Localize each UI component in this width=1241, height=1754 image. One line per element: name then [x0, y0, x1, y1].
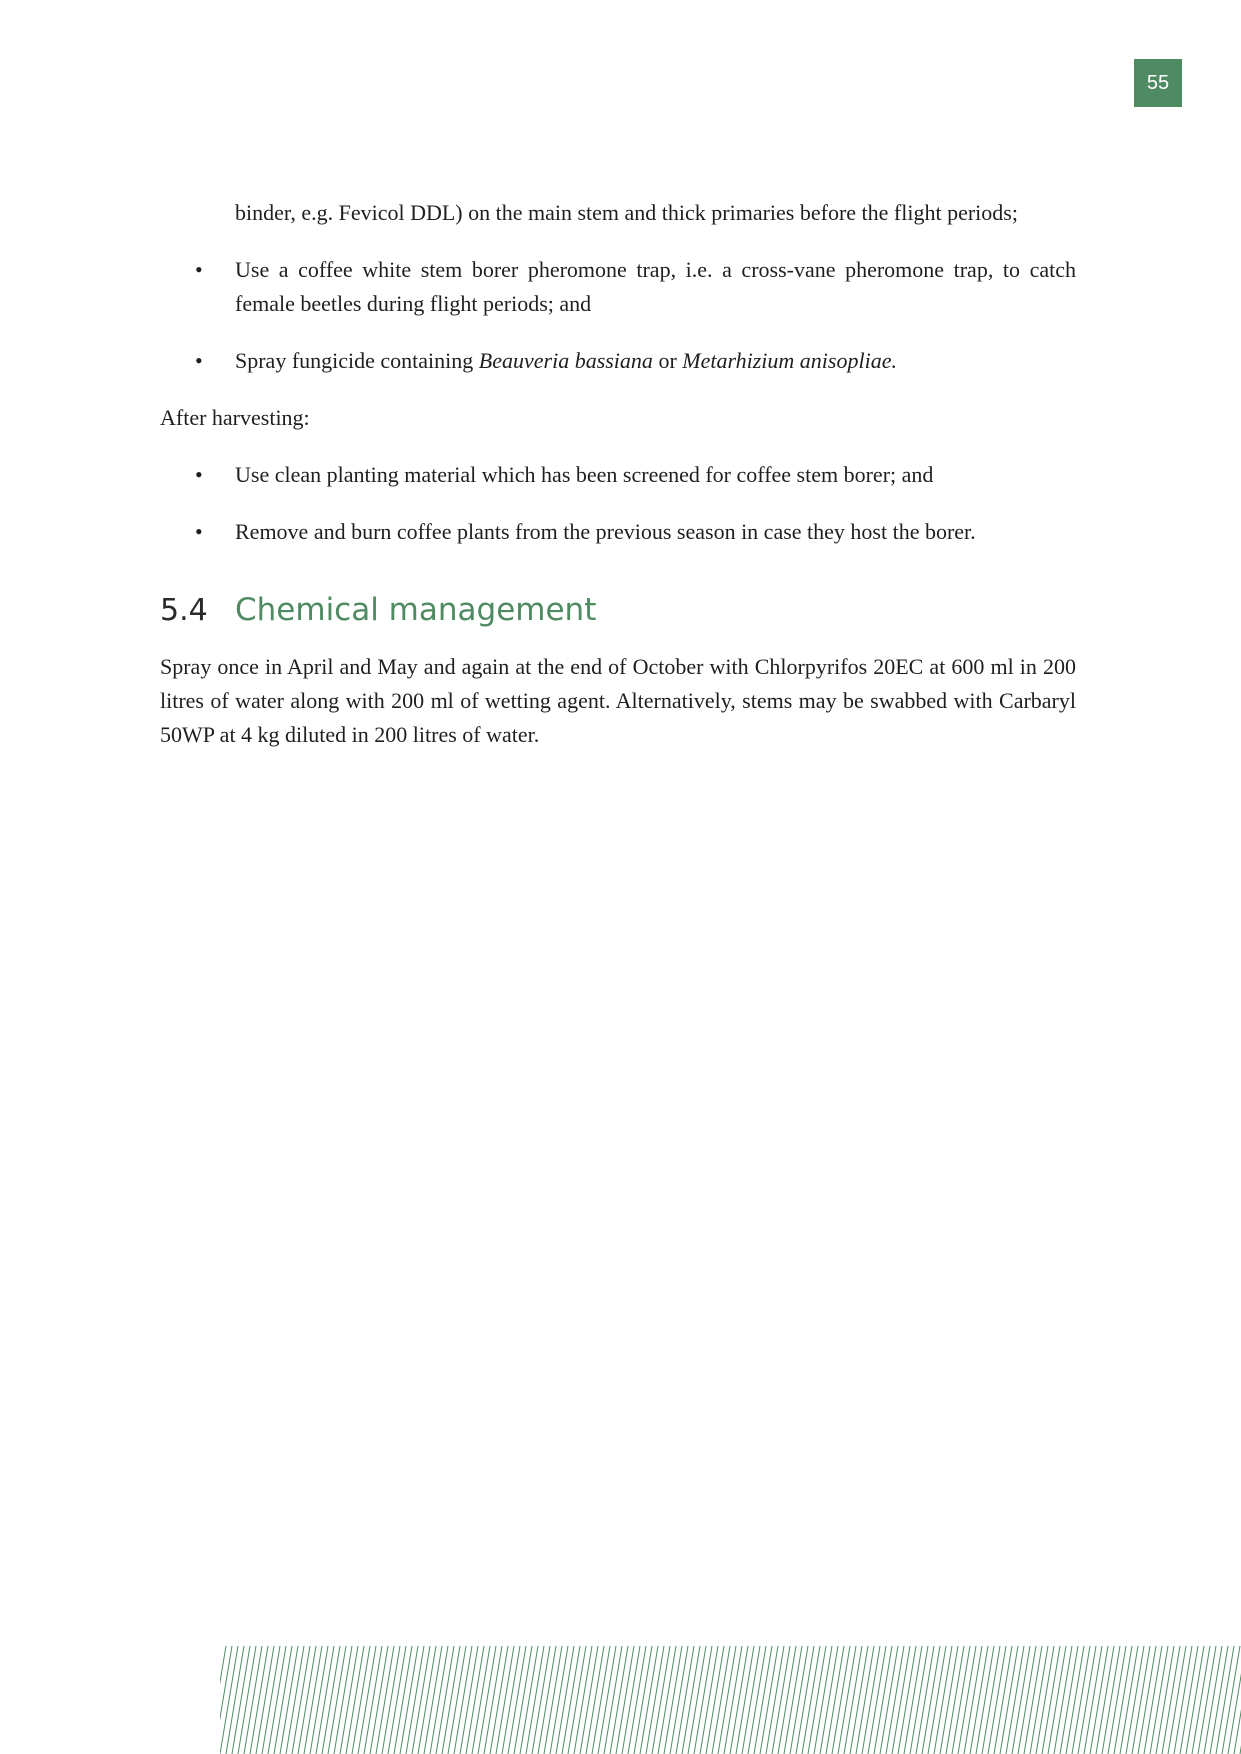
list-item-text-middle: or: [652, 348, 683, 373]
page-number: 55: [1134, 59, 1182, 107]
list-item-continuation: binder, e.g. Fevicol DDL) on the main stem and thick primaries before the flight periods;: [235, 200, 1018, 225]
section-number: 5.4: [160, 593, 208, 628]
bullet-icon: •: [195, 257, 203, 282]
bullet-icon: •: [195, 348, 203, 373]
list-item-text: Remove and burn coffee plants from the previous season in case they host the borer.: [235, 519, 976, 544]
decorative-hatch-pattern: [220, 1646, 1241, 1754]
list-item-text: Use a coffee white stem borer pheromone trap, i.e. a cross-vane pheromone trap, to catch female beetles during flight periods; and: [235, 257, 1076, 316]
page-content: [160, 196, 1076, 752]
species-name-metarhizium: Metarhizium anisopliae.: [682, 348, 897, 373]
section-heading: [160, 593, 1076, 628]
bullet-icon: •: [195, 462, 203, 487]
section-title: Chemical management: [235, 592, 597, 628]
bullet-icon: •: [195, 519, 203, 544]
hatch-line: [220, 1646, 232, 1754]
hatch-line: [1228, 1646, 1241, 1754]
section-body: Spray once in April and May and again at the end of October with Chlorpyrifos 20EC at 600 ml in 200 litres of water along with 200 ml of wetting agent. Alternatively, stems may be swabbed with Carbaryl 50WP at 4 kg diluted in 200 litres of water.: [160, 654, 1076, 747]
species-name-beauveria: Beauveria bassiana: [478, 348, 653, 373]
list-item: [160, 253, 1076, 321]
list-item-text-prefix: Spray fungicide containing: [235, 348, 479, 373]
list-item: [160, 344, 1076, 378]
list-item-text: Use clean planting material which has been screened for coffee stem borer; and: [235, 462, 934, 487]
list-item: [160, 515, 1076, 549]
list-item: [160, 458, 1076, 492]
after-harvesting-label: After harvesting:: [160, 405, 310, 430]
